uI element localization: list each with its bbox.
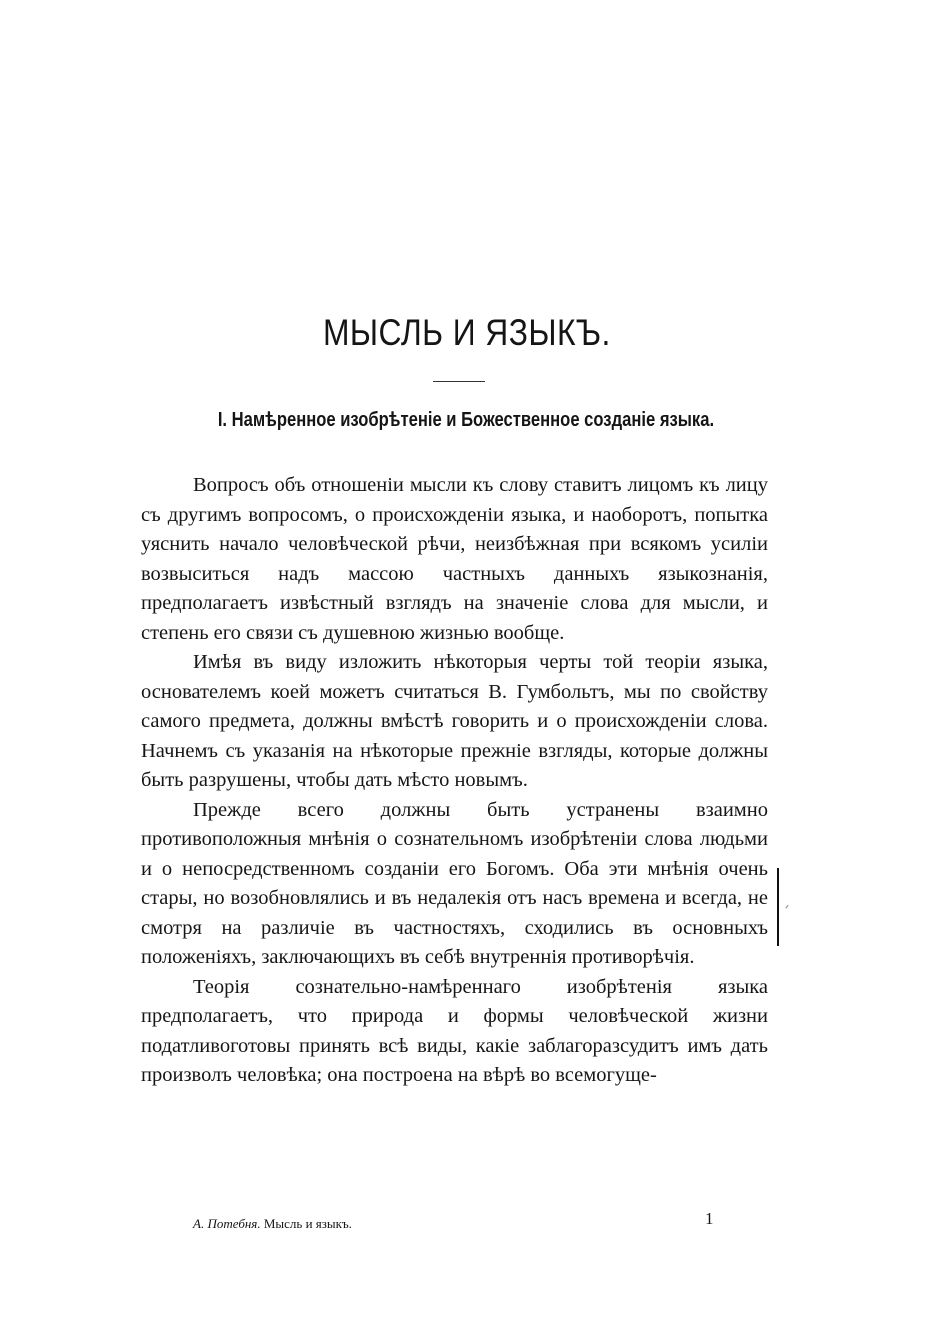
paragraph-2: Имѣя въ виду изложить нѣкоторыя черты той теоріи языка, основателемъ коей можетъ считаться В. Гумбольтъ, мы по свойству самого предмета, должны вмѣстѣ говорить и о происхожденіи слова. Начнемъ съ указанія на нѣкоторые прежніе взгляды, которые должны быть разрушены, чтобы дать мѣсто новымъ. xyxy=(141,651,768,791)
body-text xyxy=(141,471,768,1091)
page-title: МЫСЛЬ И ЯЗЫКЪ. xyxy=(322,312,611,353)
paragraph-4: Теорія сознательно-намѣреннаго изобрѣтенія языка предполагаетъ, что природа и формы человѣческой жизни податливоготовы принять всѣ виды, какіе заблагоразсудитъ имъ дать произволъ человѣка; она построена на вѣрѣ во всемогуще- xyxy=(141,975,768,1086)
page-number: 1 xyxy=(705,1209,714,1228)
paragraph-3: Прежде всего должны быть устранены взаимно противоположныя мнѣнія о сознательномъ изобрѣтеніи слова людьми и о непосредственномъ созданіи его Богомъ. Оба эти мнѣнія очень стары, но возобновлялись и въ недалекія отъ насъ времена и всегда, не смотря на различіе въ частностяхъ, сходились въ основныхъ положеніяхъ, заключающихъ въ себѣ внутреннія противорѣчія. xyxy=(141,798,768,968)
margin-mark xyxy=(777,868,779,946)
footer-signature xyxy=(193,1216,352,1232)
title-divider xyxy=(433,381,485,382)
footer-author: А. Потебня. xyxy=(193,1216,261,1231)
footer-work: Мысль и языкъ. xyxy=(263,1216,352,1231)
section-heading: I. Намѣренное изобрѣтеніе и Божественное созданіе языка. xyxy=(217,409,715,431)
margin-tick xyxy=(785,905,791,911)
paragraph-1: Вопросъ объ отношеніи мысли къ слову ставитъ лицомъ къ лицу съ другимъ вопросомъ, о происхожденіи языка, и наоборотъ, попытка уяснить начало человѣческой рѣчи, неизбѣжная при всякомъ усиліи возвыситься надъ массою частныхъ данныхъ языкознанія, предполагаетъ извѣстный взглядъ на значеніе слова для мысли, и степень его связи съ душевною жизнью вообще. xyxy=(141,474,768,644)
